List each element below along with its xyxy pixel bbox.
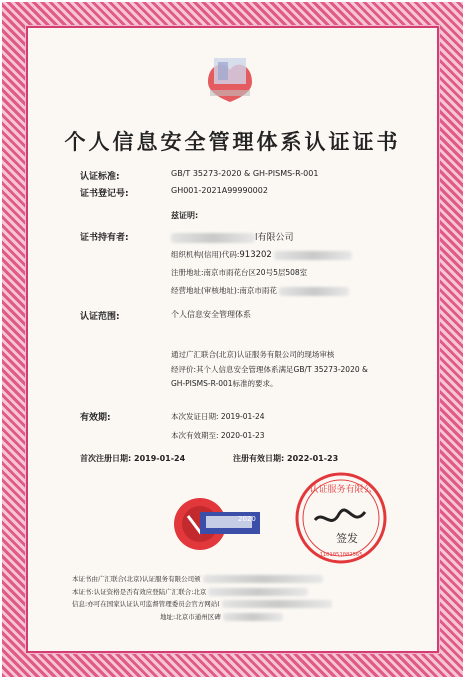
seal-code: 1101051082565: [319, 552, 363, 558]
official-seal-icon: [293, 470, 389, 566]
holder-caption: 兹证明:: [171, 211, 199, 220]
first-issue-row: [80, 453, 185, 464]
holder-name-suffix: l有限公司: [255, 233, 294, 243]
first-issue-label: 首次注册日期:: [80, 454, 132, 463]
validity-label: 有效期:: [80, 413, 111, 423]
redacted-footer3: [222, 600, 332, 608]
org-code-label: 组织机构(信用)代码:: [171, 250, 240, 259]
registered-address: 注册地址:南京市雨花台区20号5层508室: [171, 268, 308, 277]
issue-date-label: 本次发证日期:: [171, 412, 219, 421]
reg-expiry-label: 注册有效日期:: [233, 454, 285, 463]
redacted-footer2: [208, 588, 308, 596]
signature-label: 签发: [336, 532, 358, 545]
statement-line1: 通过广汇联合(北京)认证服务有限公司的现场审核: [171, 350, 335, 359]
footer-line2-text: 本证书:认证资格是否有效应登陆广汇联合:北京: [72, 588, 207, 596]
issue-date-row: [171, 411, 265, 422]
redacted-address: [279, 287, 349, 296]
holder-name: [171, 230, 294, 243]
registration-label: 证书登记号:: [80, 189, 129, 199]
org-code-row: [171, 249, 352, 260]
standard-label: 认证标准:: [80, 172, 120, 182]
accreditation-logo-icon: [170, 494, 266, 554]
holder-label: 证书持有者:: [80, 233, 129, 243]
issue-date-value: 2019-01-24: [220, 412, 265, 421]
standard-value: GB/T 35273-2020 & GH-PISMS-R-001: [171, 169, 319, 178]
expiry-date-row: [171, 430, 265, 441]
certification-logo-icon: [200, 52, 260, 104]
statement-line2: 经评价:其个人信息安全管理体系满足GB/T 35273-2020 &: [171, 365, 368, 374]
footer-line2: [72, 587, 308, 596]
footer-line1-text: 本证书由广汇联合(北京)认证服务有限公司颁: [72, 575, 201, 583]
footer-line1: [72, 574, 323, 583]
footer-line4: [160, 612, 283, 621]
seal-ring-text: 认证服务有限公: [309, 485, 373, 495]
operating-address-value: 南京市雨花: [239, 286, 277, 295]
statement-line3: GH-PISMS-R-001标准的要求。: [171, 379, 278, 388]
redacted-footer1: [203, 575, 323, 583]
footer-line4-text: 地址:北京市通州区碑: [160, 613, 221, 621]
expiry-date-label: 本次有效期至:: [171, 431, 219, 440]
footer-line3-text: 信息:亦可在国家认证认可监督管理委员会官方网站(: [72, 600, 220, 608]
operating-address-row: [171, 285, 349, 296]
redacted-code: [274, 251, 352, 260]
first-issue-date: 2019-01-24: [134, 454, 186, 463]
redacted-name: [171, 233, 255, 243]
scope-value: 个人信息安全管理体系: [171, 310, 251, 319]
footer-line3: [72, 599, 332, 608]
reg-expiry-row: [233, 453, 338, 464]
redacted-footer4: [223, 613, 283, 621]
reg-expiry-date: 2022-01-23: [287, 454, 339, 463]
registration-value: GH001-2021A99990002: [171, 186, 268, 195]
expiry-date-value: 2020-01-23: [220, 431, 265, 440]
certificate-title: 个人信息安全管理体系认证证书: [64, 130, 401, 154]
scope-label: 认证范围:: [80, 312, 120, 322]
operating-address-label: 经营地址(审核地址):: [171, 286, 240, 295]
left-seal-text: 2020: [238, 515, 256, 523]
org-code-value: 913202: [239, 250, 272, 260]
